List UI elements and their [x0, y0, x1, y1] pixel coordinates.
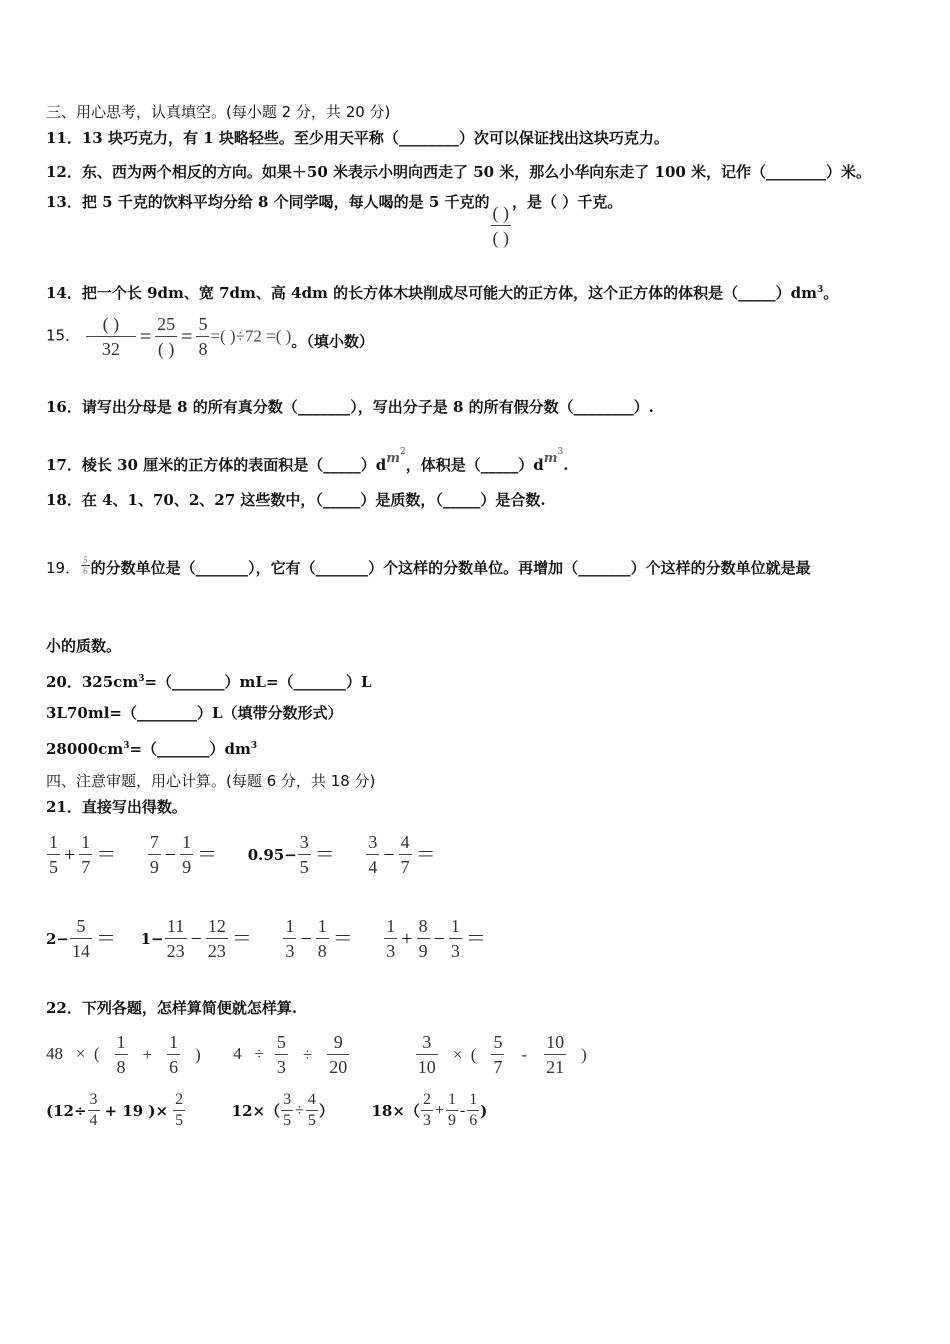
fraction: [306, 1090, 318, 1131]
fraction: [416, 1030, 438, 1079]
fraction: [467, 1090, 479, 1131]
q21-r1-e1: [46, 832, 119, 877]
q20-c-sup: 3: [123, 741, 130, 751]
fraction-denominator: 7: [493, 1057, 503, 1077]
math-operator: ＝: [96, 927, 117, 950]
fraction: [298, 830, 311, 879]
q14-sup: 3: [817, 285, 824, 295]
fraction-denominator: 8: [317, 941, 327, 961]
text-fragment: ): [480, 1101, 488, 1120]
fraction-denominator: 23: [166, 941, 185, 961]
fraction-numerator: 2: [422, 1091, 431, 1108]
fraction: [167, 1030, 180, 1079]
q20-a-sup: 3: [138, 674, 145, 684]
q21-row-2: [46, 914, 489, 963]
math-operator: -: [459, 1101, 466, 1119]
fraction-denominator: 3: [285, 941, 295, 961]
fraction-numerator: 1: [469, 1091, 478, 1108]
math-operator: -: [521, 1044, 528, 1064]
fraction-denominator: 5: [283, 1112, 292, 1129]
math-operator: ＝: [314, 843, 335, 866]
fraction: [417, 914, 430, 963]
fraction-numerator: 1: [49, 832, 58, 852]
q20-c-rest: =（_______）dm: [129, 740, 251, 758]
math-operator: −: [383, 843, 395, 866]
fraction-denominator: 3: [386, 941, 396, 961]
q17-m1: m: [386, 451, 400, 466]
question-18: 18．在 4、1、70、2、27 这些数中，（_____）是质数，（_____）是合数.: [46, 491, 546, 509]
math-operator: ＝: [96, 843, 117, 866]
q15-f2-num: 25: [157, 314, 176, 334]
q13-post: ，是（ ）千克。: [512, 193, 623, 211]
math-operator: +: [401, 927, 413, 950]
fraction-numerator: 1: [169, 1032, 179, 1052]
fraction-numerator: 1: [81, 832, 91, 852]
text-fragment: 2−: [46, 929, 70, 948]
q15-mid: =( )÷72 =( ): [210, 326, 292, 346]
fraction-numerator: 3: [89, 1091, 98, 1108]
fraction: [491, 1030, 504, 1079]
fraction-numerator: 10: [546, 1032, 565, 1052]
q21-r1-e2: [147, 832, 220, 877]
q15-fraction-3: [196, 312, 209, 361]
question-22: 22．下列各题，怎样算简便就怎样算.: [46, 999, 298, 1017]
q22-r1-e3: [415, 1032, 587, 1077]
fraction-denominator: 5: [307, 1112, 316, 1129]
fraction: [446, 1090, 458, 1131]
math-operator: =: [139, 325, 152, 348]
q21-r2-e1: [46, 916, 119, 961]
fraction-denominator: 7: [81, 857, 91, 877]
question-21: 21．直接写出得数。: [46, 798, 187, 816]
q22-r1-e1: [46, 1032, 201, 1077]
text-fragment: (12÷: [46, 1101, 87, 1120]
math-operator: ÷: [295, 1101, 304, 1119]
fraction-denominator: 9: [149, 857, 159, 877]
fraction-numerator: 3: [368, 832, 378, 852]
question-20-a: [46, 669, 372, 692]
text-fragment: ): [195, 1044, 201, 1064]
q15-fraction-2: [155, 312, 177, 361]
fraction-numerator: 4: [400, 832, 410, 852]
q22-r2-e3: [371, 1091, 488, 1129]
math-operator: −: [190, 927, 202, 950]
q13-fraction-den: ( ): [492, 228, 510, 248]
fraction: [70, 914, 92, 963]
fraction-numerator: 8: [418, 916, 428, 936]
fraction-numerator: 3: [422, 1032, 432, 1052]
fraction: [544, 1030, 566, 1079]
fraction-denominator: 9: [447, 1112, 456, 1129]
math-operator: +: [434, 1101, 444, 1119]
fraction-denominator: 3: [276, 1057, 286, 1077]
q21-r2-e4: [383, 916, 489, 961]
fraction-numerator: 1: [182, 832, 192, 852]
math-operator: × (: [452, 1044, 477, 1064]
q20-a-rest: =（_______）mL=（_______）L: [144, 673, 372, 691]
q17-pre: 17．棱长 30 厘米的正方体的表面积是（_____）d: [46, 456, 387, 474]
fraction: [275, 1030, 288, 1079]
q20-c: 28000cm: [46, 740, 124, 758]
math-operator: ＝: [231, 927, 252, 950]
fraction: [281, 1090, 293, 1131]
q19-fraction: [81, 555, 90, 576]
fraction-denominator: 14: [72, 941, 91, 961]
fraction: [88, 1090, 100, 1131]
fraction-numerator: 1: [285, 916, 295, 936]
q15-fraction-1: [86, 312, 136, 361]
fraction: [165, 914, 187, 963]
question-20-b: 3L70ml=（________）L（填带分数形式）: [46, 704, 343, 722]
math-operator: ＝: [415, 843, 436, 866]
fraction: [180, 830, 193, 879]
fraction-denominator: 9: [418, 941, 428, 961]
fraction: [115, 1030, 128, 1079]
fraction-denominator: 9: [182, 857, 192, 877]
fraction-denominator: 5: [299, 857, 309, 877]
q21-r2-e3: [282, 916, 355, 961]
q15-f3-den: 8: [198, 339, 208, 359]
q13-pre: 13．把 5 千克的饮料平均分给 8 个同学喝，每人喝的是 5 千克的: [46, 193, 490, 211]
section-3-heading: 三、用心思考，认真填空。(每小题 2 分，共 20 分): [46, 103, 391, 121]
fraction: [316, 914, 329, 963]
fraction-numerator: 2: [175, 1091, 184, 1108]
q14-end: 。: [823, 284, 839, 302]
fraction: [283, 914, 296, 963]
fraction-numerator: 5: [76, 916, 86, 936]
fraction-numerator: 1: [386, 916, 396, 936]
q17-mid: ，体积是（_____）d: [405, 456, 544, 474]
fraction: [421, 1090, 433, 1131]
fraction-denominator: 7: [400, 857, 410, 877]
question-19: [46, 555, 811, 578]
math-operator: −: [164, 843, 177, 866]
fraction: [399, 830, 412, 879]
q19-label: 19．: [46, 559, 81, 577]
section-4-heading: 四、注意审题，用心计算。(每题 6 分，共 18 分): [46, 772, 376, 790]
fraction: [327, 1030, 349, 1079]
fraction-denominator: 20: [329, 1057, 348, 1077]
fraction: [206, 914, 228, 963]
fraction-denominator: 10: [417, 1057, 436, 1077]
q21-r1-e4: [365, 832, 438, 877]
math-operator: −: [433, 927, 445, 950]
text-fragment: 0.95−: [247, 845, 297, 864]
question-19-continued: 小的质数。: [46, 637, 122, 655]
text-fragment: 4 ÷: [233, 1044, 264, 1064]
fraction-denominator: 8: [116, 1057, 126, 1077]
q19-text: 的分数单位是（_______），它有（_______）个这样的分数单位。再增加（_______）个这样的分数单位就是最: [90, 559, 811, 577]
fraction: [79, 830, 92, 879]
fraction-denominator: 5: [175, 1112, 184, 1129]
question-20-c: [46, 736, 257, 759]
fraction: [173, 1090, 185, 1131]
fraction-numerator: 12: [207, 916, 226, 936]
math-operator: =: [181, 325, 193, 348]
question-12: 12．东、西为两个相反的方向。如果＋50 米表示小明向西走了 50 米，那么小华向东走了 100 米，记作（________）米。: [46, 163, 872, 181]
fraction-numerator: 1: [450, 916, 460, 936]
math-operator: ＝: [197, 843, 218, 866]
q14-text: 14．把一个长 9dm、宽 7dm、高 4dm 的长方体木块削成尽可能大的正方体，这个正方体的体积是（_____）dm: [46, 284, 818, 302]
text-fragment: + 19 )×: [104, 1101, 169, 1120]
fraction-denominator: 3: [450, 941, 460, 961]
text-fragment: 1−: [140, 929, 164, 948]
q21-r1-e3: [247, 832, 338, 877]
fraction-denominator: 6: [469, 1112, 478, 1129]
math-operator: ＝: [332, 927, 353, 950]
q19-fraction-num: 5: [83, 555, 88, 565]
fraction-denominator: 23: [207, 941, 226, 961]
math-operator: ÷: [302, 1044, 313, 1064]
q15-post: 。（填小数）: [291, 332, 374, 351]
q21-row-1: [46, 830, 439, 879]
fraction: [47, 830, 60, 879]
fraction-denominator: 6: [169, 1057, 179, 1077]
q22-r2-e1: [46, 1091, 186, 1129]
fraction-numerator: 3: [283, 1091, 292, 1108]
q22-row-1: [46, 1030, 587, 1079]
fraction-denominator: 5: [49, 857, 58, 877]
q15-f3-num: 5: [198, 314, 208, 334]
question-11: 11．13 块巧克力，有 1 块略轻些。至少用天平称（________）次可以保证找出这块巧克力。: [46, 129, 669, 147]
fraction-numerator: 4: [307, 1091, 316, 1108]
fraction: [148, 830, 161, 879]
question-15: [46, 312, 374, 361]
q13-fraction: [491, 201, 512, 250]
q21-r2-e2: [140, 916, 255, 961]
fraction-numerator: 9: [333, 1032, 343, 1052]
text-fragment: 48 × (: [46, 1044, 100, 1064]
q15-label: 15．: [46, 326, 81, 345]
math-operator: +: [142, 1044, 153, 1064]
q17-m2: m: [543, 451, 558, 466]
question-13: [46, 192, 622, 250]
question-14: [46, 280, 838, 303]
fraction-denominator: 4: [89, 1112, 98, 1129]
q15-f1-den: 32: [101, 339, 120, 359]
fraction: [384, 914, 397, 963]
q22-r1-e2: [233, 1032, 350, 1077]
fraction: [449, 914, 462, 963]
q15-f1-num: ( ): [102, 314, 120, 334]
fraction-numerator: 7: [149, 832, 159, 852]
question-16: 16．请写出分母是 8 的所有真分数（_______），写出分子是 8 的所有假分数（________）.: [46, 398, 654, 416]
q20-a: 20．325cm: [46, 673, 139, 691]
text-fragment: 12×（: [231, 1101, 281, 1120]
text-fragment: ): [581, 1044, 587, 1064]
math-operator: +: [64, 843, 76, 866]
math-operator: ＝: [465, 927, 486, 950]
q22-r2-e2: [231, 1091, 334, 1129]
fraction-numerator: 1: [317, 916, 327, 936]
question-17: [46, 442, 568, 475]
q17-s2: 3: [557, 447, 564, 457]
fraction-numerator: 5: [276, 1032, 286, 1052]
text-fragment: ）: [318, 1101, 334, 1120]
fraction-denominator: 3: [422, 1112, 431, 1129]
fraction-numerator: 11: [166, 916, 185, 936]
q17-s1: 2: [399, 447, 406, 457]
fraction-numerator: 3: [299, 832, 309, 852]
text-fragment: 18×（: [371, 1101, 420, 1120]
math-operator: −: [300, 927, 312, 950]
q17-end: .: [563, 456, 569, 474]
q20-c-sup2: 3: [250, 741, 258, 751]
q13-fraction-num: ( ): [492, 203, 510, 223]
q15-f2-den: ( ): [157, 339, 175, 359]
fraction-numerator: 1: [116, 1032, 126, 1052]
fraction-numerator: 1: [447, 1091, 456, 1108]
q22-row-2: [46, 1090, 487, 1131]
q19-fraction-den: 6: [83, 566, 88, 576]
fraction: [366, 830, 379, 879]
fraction-numerator: 5: [493, 1032, 503, 1052]
fraction-denominator: 21: [546, 1057, 565, 1077]
fraction-denominator: 4: [368, 857, 378, 877]
